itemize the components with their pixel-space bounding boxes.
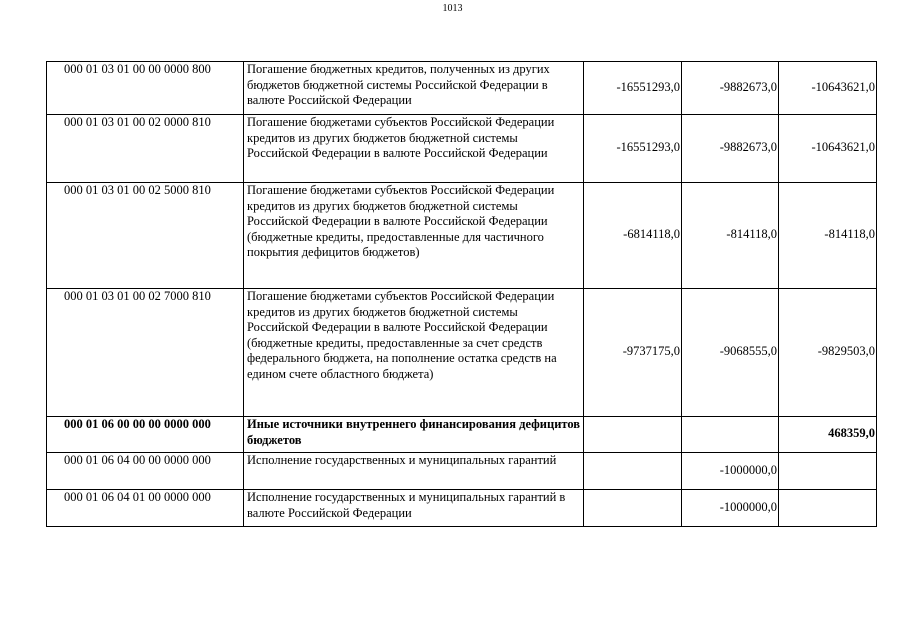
table-row <box>47 183 877 289</box>
item-name: Иные источники внутреннего финансирования дефицитов бюджетов <box>244 417 584 453</box>
amount-year-1 <box>584 453 682 490</box>
table-row <box>47 453 877 490</box>
amount-year-3: -9829503,0 <box>779 289 877 417</box>
amount-year-1: -16551293,0 <box>584 115 682 183</box>
budget-code: 000 01 06 04 01 00 0000 000 <box>47 490 244 527</box>
budget-sources-table <box>46 61 877 527</box>
amount-year-1 <box>584 490 682 527</box>
amount-year-1: -9737175,0 <box>584 289 682 417</box>
budget-code: 000 01 03 01 00 00 0000 800 <box>47 62 244 115</box>
budget-code: 000 01 06 00 00 00 0000 000 <box>47 417 244 453</box>
item-name: Погашение бюджетами субъектов Российской Федерации кредитов из других бюджетов бюджетной системы Российской Федерации в валюте Российской Федерации (бюджетные кредиты, предоставленные за счет средств федерального бюджета, на пополнение остатка средств на едином счете областного бюджета) <box>244 289 584 417</box>
table-row <box>47 115 877 183</box>
page-number: 1013 <box>442 3 463 14</box>
amount-year-1: -6814118,0 <box>584 183 682 289</box>
amount-year-3 <box>779 490 877 527</box>
table-row-total <box>47 417 877 453</box>
item-name: Исполнение государственных и муниципальных гарантий в валюте Российской Федерации <box>244 490 584 527</box>
item-name: Погашение бюджетных кредитов, полученных из других бюджетов бюджетной системы Российской Федерации в валюте Российской Федерации <box>244 62 584 115</box>
table-row <box>47 62 877 115</box>
amount-year-3: -10643621,0 <box>779 115 877 183</box>
amount-year-2: -1000000,0 <box>682 453 779 490</box>
amount-year-2: -814118,0 <box>682 183 779 289</box>
amount-year-1: -16551293,0 <box>584 62 682 115</box>
amount-year-3: -814118,0 <box>779 183 877 289</box>
budget-code: 000 01 03 01 00 02 5000 810 <box>47 183 244 289</box>
table-row <box>47 490 877 527</box>
budget-code: 000 01 03 01 00 02 7000 810 <box>47 289 244 417</box>
amount-year-2: -9882673,0 <box>682 115 779 183</box>
amount-year-3 <box>779 453 877 490</box>
item-name: Исполнение государственных и муниципальных гарантий <box>244 453 584 490</box>
amount-year-2: -1000000,0 <box>682 490 779 527</box>
amount-year-1 <box>584 417 682 453</box>
table-row <box>47 289 877 417</box>
amount-year-2 <box>682 417 779 453</box>
amount-year-3: 468359,0 <box>779 417 877 453</box>
item-name: Погашение бюджетами субъектов Российской Федерации кредитов из других бюджетов бюджетной системы Российской Федерации в валюте Российской Федерации <box>244 115 584 183</box>
amount-year-2: -9882673,0 <box>682 62 779 115</box>
item-name: Погашение бюджетами субъектов Российской Федерации кредитов из других бюджетов бюджетной системы Российской Федерации в валюте Российской Федерации (бюджетные кредиты, предоставленные для частичного покрытия дефицитов бюджетов) <box>244 183 584 289</box>
amount-year-2: -9068555,0 <box>682 289 779 417</box>
budget-code: 000 01 03 01 00 02 0000 810 <box>47 115 244 183</box>
amount-year-3: -10643621,0 <box>779 62 877 115</box>
budget-code: 000 01 06 04 00 00 0000 000 <box>47 453 244 490</box>
